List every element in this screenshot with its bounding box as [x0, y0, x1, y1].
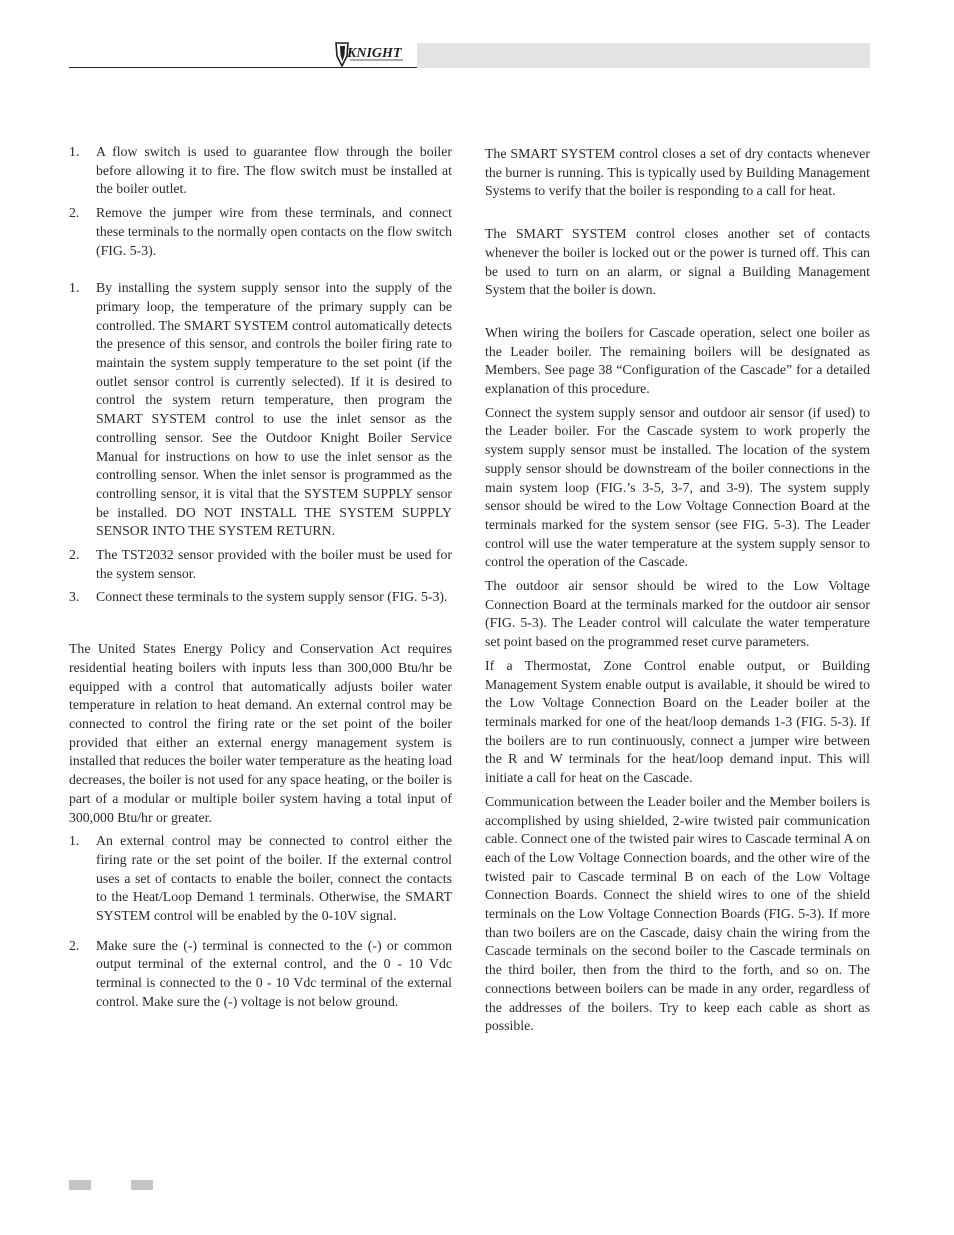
system-sensor-list [69, 279, 452, 607]
item-text: An external control may be connected to control either the firing rate or the set point of the boiler. If the external control uses a set of contacts to enable the boiler, connect the contacts to the Heat/Loop Demand 1 terminals. Otherwise, the SMART SYSTEM control will be enabled by the 0-10V signal. [96, 833, 452, 924]
run-contacts-paragraph: The SMART SYSTEM control closes a set of dry contacts whenever the burner is running. This is typically used by Building Management Systems to verify that the boiler is responding to a call for heat. [485, 146, 870, 199]
right-column [485, 145, 870, 1041]
item-number: 1. [69, 833, 80, 849]
list-item [69, 832, 452, 926]
item-number: 2. [69, 205, 80, 221]
cascade-paragraph: Connect the system supply sensor and outdoor air sensor (if used) to the Leader boiler. For the Cascade system to work properly the system supply sensor must be installed. The location of the system supply sensor should be downstream of the boiler connections in the main system loop (FIG.’s 3-5, 3-7, and 3-9). The system supply sensor should be wired to the Low Voltage Connection Board at the terminals marked for the system sensor (see FIG. 5-3). The Leader control will use the water temperature at the system supply sensor to control the operation of the Cascade. [485, 404, 870, 570]
cascade-paragraph: When wiring the boilers for Cascade operation, select one boiler as the Leader boiler. The remaining boilers will be designated as Members. See page 38 “Configuration of the Cascade” for a detailed explanation of this procedure. [485, 324, 870, 397]
item-text: The TST2032 sensor provided with the boiler must be used for the system sensor. [96, 547, 452, 581]
item-number: 1. [69, 280, 80, 296]
item-number: 3. [69, 589, 80, 605]
logo-wordmark: KNIGHT [347, 46, 402, 61]
item-text: Connect these terminals to the system supply sensor (FIG. 5-3). [96, 589, 448, 605]
alarm-contacts-paragraph: The SMART SYSTEM control closes another set of contacts whenever the boiler is locked out or the power is turned off. This can be used to turn on an alarm, or signal a Building Management System that the boiler is down. [485, 226, 870, 298]
footer-marker-right [131, 1180, 153, 1190]
cascade-paragraph: Communication between the Leader boiler and the Member boilers is accomplished by using shielded, 2-wire twisted pair communication cable. Connect one of the twisted pair wires to Cascade terminal A on each of the Low Voltage Connection boards, and the other wire of the twisted pair to Cascade terminal B on each of the Low Voltage Connection Boards. Connect the shield wires to one of the shield terminals on the Low Voltage Connection Boards (FIG. 5-3). If more than two boilers are on the Cascade, daisy chain the wiring from the Cascade terminals on the second boiler to the Cascade terminals on the third boiler, then from the third to the forth, and so on. The connections between boilers can be made in any order, regardless of the addresses of the boilers. Try to keep each cable as short as possible. [485, 793, 870, 1034]
item-text: By installing the system supply sensor into the supply of the primary loop, the temperature of the primary supply can be controlled. The SMART SYSTEM control automatically detects the presence of this sensor, and controls the boiler firing rate to maintain the system supply temperature to the set point (if the outlet sensor control is currently selected). If it is desired to control the system return temperature, then program the SMART SYSTEM control to use the inlet sensor as the controlling sensor. See the Outdoor Knight Boiler Service Manual for instructions on how to use the inlet sensor as the controlling sensor. When the inlet sensor is programmed as the controlling sensor, it is vital that the SYSTEM SUPPLY sensor be installed. DO NOT INSTALL THE SYSTEM SUPPLY SENSOR INTO THE SYSTEM RETURN. [96, 280, 452, 539]
list-item [69, 937, 452, 1012]
list-item [69, 546, 452, 583]
item-text: Make sure the (-) terminal is connected to the (-) or common output terminal of the external control, and the 0 - 10 Vdc terminal is connected to the 0 - 10 Vdc terminal of the external control. Make sure the (-) voltage is not below ground. [96, 937, 452, 1009]
left-column [69, 143, 452, 1017]
header-band [417, 43, 870, 68]
item-number: 1. [69, 144, 80, 159]
energy-policy-paragraph: The United States Energy Policy and Conservation Act requires residential heating boilers with inputs less than 300,000 Btu/hr be equipped with a control that automatically adjusts boiler water temperature in relation to heat demand. An external control may be connected to control the firing rate or the set point of the boiler provided that either an external energy management system is installed that reduces the boiler water temperature as the heating load decreases, the boiler is not used for any space heating, or the boiler is part of a modular or multiple boiler system having a total input of 300,000 Btu/hr or greater. [69, 641, 452, 825]
item-text: A flow switch is used to guarantee flow through the boiler before allowing it to fire. The flow switch must be installed at the boiler outlet. [96, 144, 452, 197]
external-control-list [69, 832, 452, 1011]
footer-marker-left [69, 1180, 91, 1190]
cascade-paragraph: The outdoor air sensor should be wired to the Low Voltage Connection Board at the terminals marked for the outdoor air sensor (FIG. 5-3). The Leader control will calculate the water temperature set point based on the programmed reset curve parameters. [485, 578, 870, 650]
flow-switch-list [69, 143, 452, 260]
cascade-paragraph: If a Thermostat, Zone Control enable output, or Building Management System enable output is available, it should be wired to the Low Voltage Connection Board on the Leader boiler at the terminals marked for one of the heat/loop demands 1-3 (FIG. 5-3). If the boilers are to run continuously, connect a jumper wire between the R and W terminals for the heat/loop demand input. This will initiate a call for heat on the Cascade. [485, 657, 870, 786]
list-item [69, 204, 452, 260]
item-number: 2. [69, 937, 80, 953]
knight-logo [333, 40, 413, 68]
list-item [69, 588, 452, 607]
item-number: 2. [69, 547, 80, 563]
list-item [69, 279, 452, 541]
item-text: Remove the jumper wire from these terminals, and connect these terminals to the normally open contacts on the flow switch (FIG. 5-3). [96, 205, 452, 258]
list-item [69, 143, 452, 199]
